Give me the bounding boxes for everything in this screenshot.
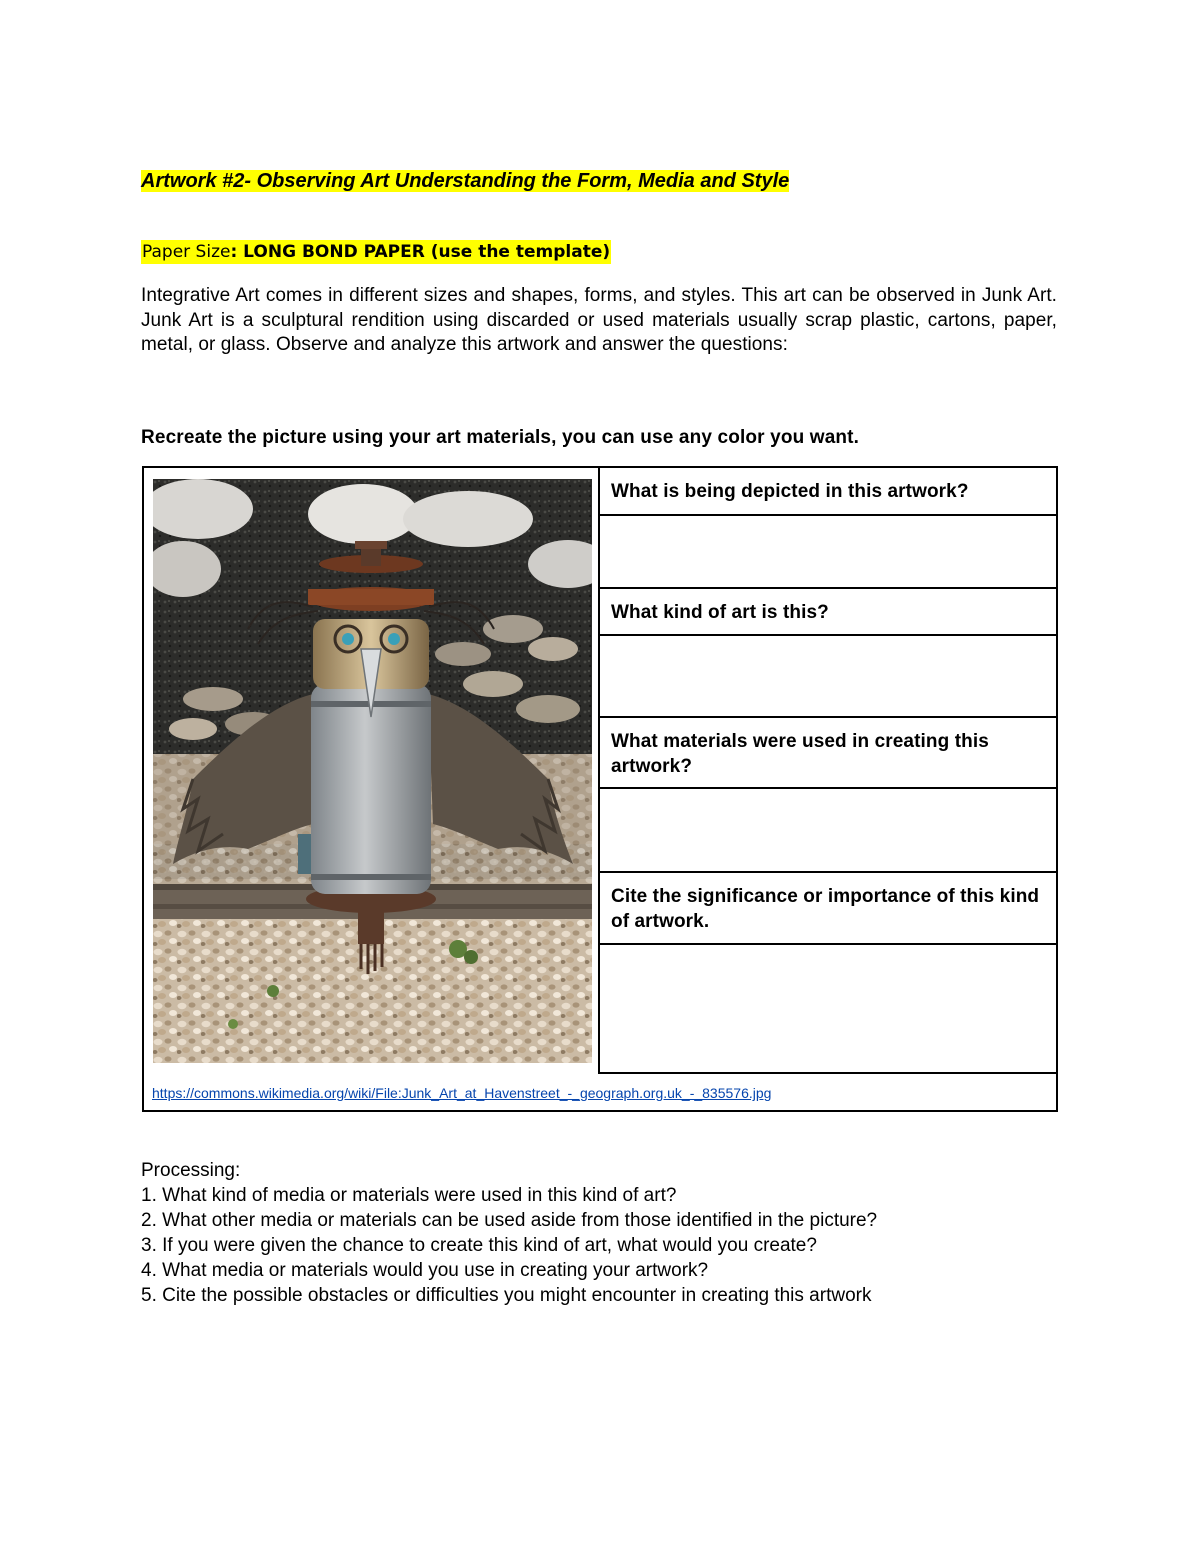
processing-heading: Processing: [141,1160,241,1181]
question-depicted: What is being depicted in this artwork? [611,481,969,502]
answer-cell-kind[interactable] [600,636,1056,718]
answer-cell-depicted[interactable] [600,516,1056,589]
worksheet-table [142,466,1058,1112]
question-row-materials [600,718,1056,789]
paper-size-value: : LONG BOND PAPER (use the template) [230,242,611,262]
processing-step: 2. What other media or materials can be used aside from those identified in the picture? [141,1210,878,1231]
recreate-instruction: Recreate the picture using your art materials, you can use any color you want. [141,427,860,448]
paper-size-note [141,240,611,264]
source-link[interactable]: https://commons.wikimedia.org/wiki/File:Junk_Art_at_Havenstreet_-_geograph.org.uk_-_835576.jpg [152,1085,772,1101]
question-significance: Cite the significance or importance of this kind of artwork. [611,886,1040,932]
page-title: Artwork #2- Observing Art Understanding the Form, Media and Style [141,170,790,192]
answer-cell-materials[interactable] [600,789,1056,873]
question-row-depicted [600,468,1056,516]
question-row-kind [600,589,1056,636]
processing-step: 5. Cite the possible obstacles or difficulties you might encounter in creating this artwork [141,1285,872,1306]
paper-size-label: Paper Size [142,242,231,262]
questions-column [600,468,1056,1074]
processing-steps [141,1183,877,1308]
junk-art-owl-photo [153,479,592,1063]
question-kind: What kind of art is this? [611,602,829,623]
processing-step: 4. What media or materials would you use in creating your artwork? [141,1260,709,1281]
source-link-row [144,1074,1056,1110]
question-materials: What materials were used in creating this artwork? [611,731,989,777]
processing-step: 1. What kind of media or materials were used in this kind of art? [141,1185,677,1206]
answer-cell-significance[interactable] [600,945,1056,1074]
intro-paragraph: Integrative Art comes in different sizes and shapes, forms, and styles. This art can be observed in Junk Art. Junk Art is a sculptural rendition using discarded or used materials usually scrap plastic, cartons, paper, metal, or glass. Observe and analyze this artwork and answer the questions: [141,285,1057,356]
question-row-significance [600,873,1056,945]
photo-cell [144,468,600,1074]
processing-step: 3. If you were given the chance to create this kind of art, what would you create? [141,1235,817,1256]
